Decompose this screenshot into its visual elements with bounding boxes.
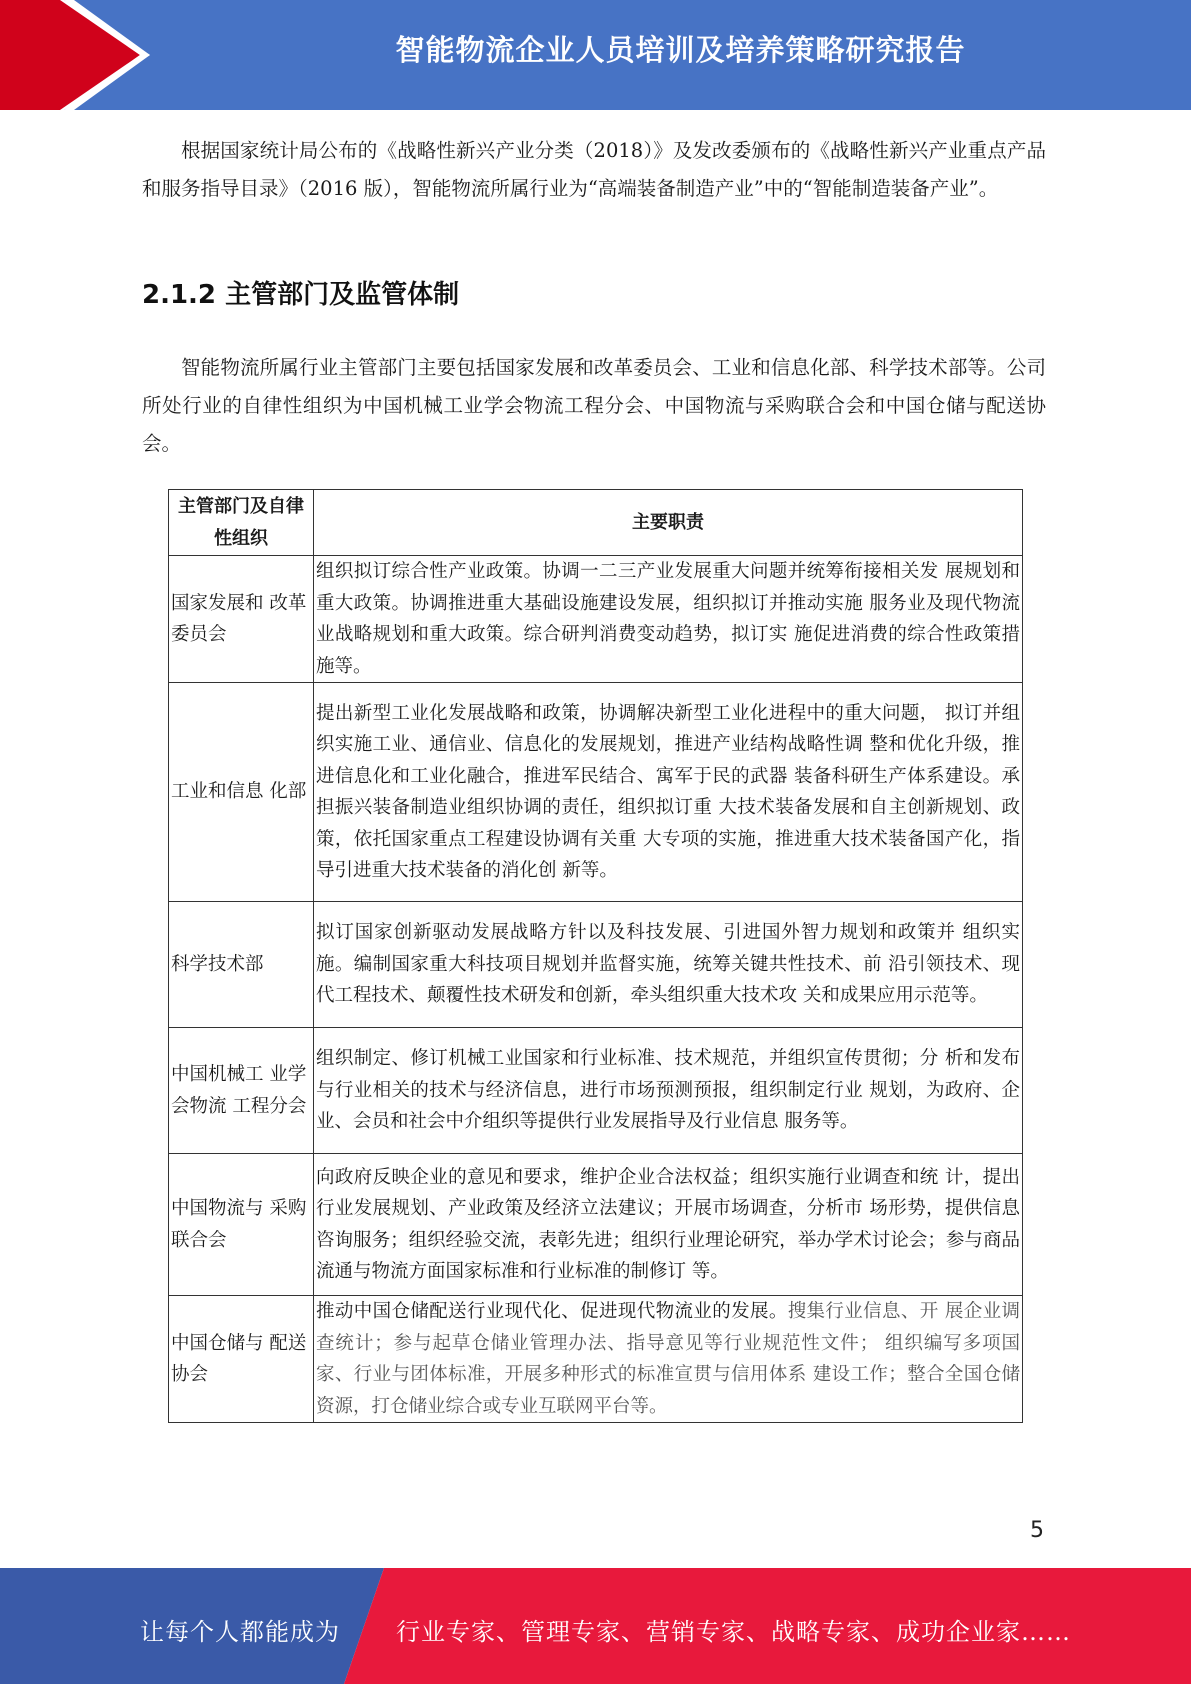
table-header-org: 主管部门及自律性组织 [169, 490, 314, 556]
table-row [169, 1028, 1023, 1154]
table-cell-org: 中国机械工 业学会物流 工程分会 [169, 1028, 314, 1154]
page-header [0, 0, 1191, 110]
table-row [169, 683, 1023, 902]
intro-paragraph: 根据国家统计局公布的《战略性新兴产业分类（2018）》及发改委颁布的《战略性新兴产业重点产品和服务指导目录》（2016 版），智能物流所属行业为“高端装备制造产业”中的“智能制造装备产业”。 [142, 139, 1046, 200]
responsibility-table [168, 489, 1023, 1423]
table-cell-duty: 向政府反映企业的意见和要求，维护企业合法权益；组织实施行业调查和统 计，提出行业发展规划、产业政策及经济立法建议；开展市场调查，分析市 场形势，提供信息咨询服务；组织经验交流，表彰先进；组织行业理论研究，举办学术讨论会；参与商品流通与物流方面国家标准和行业标准的制修订 等。 [314, 1154, 1023, 1296]
authority-paragraph: 智能物流所属行业主管部门主要包括国家发展和改革委员会、工业和信息化部、科学技术部等。公司所处行业的自律性组织为中国机械工业学会物流工程分会、中国物流与采购联合会和中国仓储与配送协会。 [142, 356, 1046, 455]
table-cell-org: 中国物流与 采购联合会 [169, 1154, 314, 1296]
table-row [169, 556, 1023, 683]
table-cell-org: 工业和信息 化部 [169, 683, 314, 902]
report-title: 智能物流企业人员培训及培养策略研究报告 [395, 33, 966, 67]
table-cell-duty: 拟订国家创新驱动发展战略方针以及科技发展、引进国外智力规划和政策并 组织实施。编制国家重大科技项目规划并监督实施，统筹关键共性技术、前 沿引领技术、现代工程技术、颠覆性技术研发和创新，牵头组织重大技术攻 关和成果应用示范等。 [314, 902, 1023, 1028]
table-header-row [169, 490, 1023, 556]
table-row [169, 902, 1023, 1028]
table-row [169, 1154, 1023, 1296]
table-row [169, 1296, 1023, 1423]
footer-slogan-left: 让每个人都能成为 [140, 1618, 340, 1646]
duty-text-secondary: 搜集行业信息、开 展企业调查统计；参与起草仓储业管理办法、指导意见等行业规范性文件； 组织编写多项国家、行业与团体标准，开展多种形式的标准宣贯与信用体系 建设工作；整合全国仓储资源，打仓储业综合或专业互联网平台等。 [316, 1301, 1020, 1417]
table-cell-duty: 提出新型工业化发展战略和政策，协调解决新型工业化进程中的重大问题， 拟订并组织实施工业、通信业、信息化的发展规划，推进产业结构战略性调 整和优化升级，推进信息化和工业化融合，推进军民结合、寓军于民的武器 装备科研生产体系建设。承担振兴装备制造业组织协调的责任，组织拟订重 大技术装备发展和自主创新规划、政策，依托国家重点工程建设协调有关重 大专项的实施，推进重大技术装备国产化，指导引进重大技术装备的消化创 新等。 [314, 683, 1023, 902]
footer-slogan-right: 行业专家、管理专家、营销专家、战略专家、成功企业家…… [396, 1618, 1071, 1646]
page-footer [0, 1568, 1191, 1684]
table-cell-org: 国家发展和 改革委员会 [169, 556, 314, 683]
table-cell-duty: 组织拟订综合性产业政策。协调一二三产业发展重大问题并统筹衔接相关发 展规划和重大政策。协调推进重大基础设施建设发展，组织拟订并推动实施 服务业及现代物流业战略规划和重大政策。综合研判消费变动趋势，拟订实 施促进消费的综合性政策措施等。 [314, 556, 1023, 683]
table-cell-org: 科学技术部 [169, 902, 314, 1028]
section-heading: 2.1.2 主管部门及监管体制 [142, 280, 460, 310]
page-number: 5 [1030, 1518, 1044, 1543]
table-cell-duty: 组织制定、修订机械工业国家和行业标准、技术规范，并组织宣传贯彻；分 析和发布与行业相关的技术与经济信息，进行市场预测预报，组织制定行业 规划，为政府、企业、会员和社会中介组织等提供行业发展指导及行业信息 服务等。 [314, 1028, 1023, 1154]
table-cell-org: 中国仓储与 配送协会 [169, 1296, 314, 1423]
table-cell-duty [314, 1296, 1023, 1423]
table-header-duty: 主要职责 [314, 490, 1023, 556]
duty-text-primary: 推动中国仓储配送行业现代化、促进现代物流业的发展。 [316, 1301, 788, 1322]
responsibility-table-wrapper [168, 489, 1023, 1423]
